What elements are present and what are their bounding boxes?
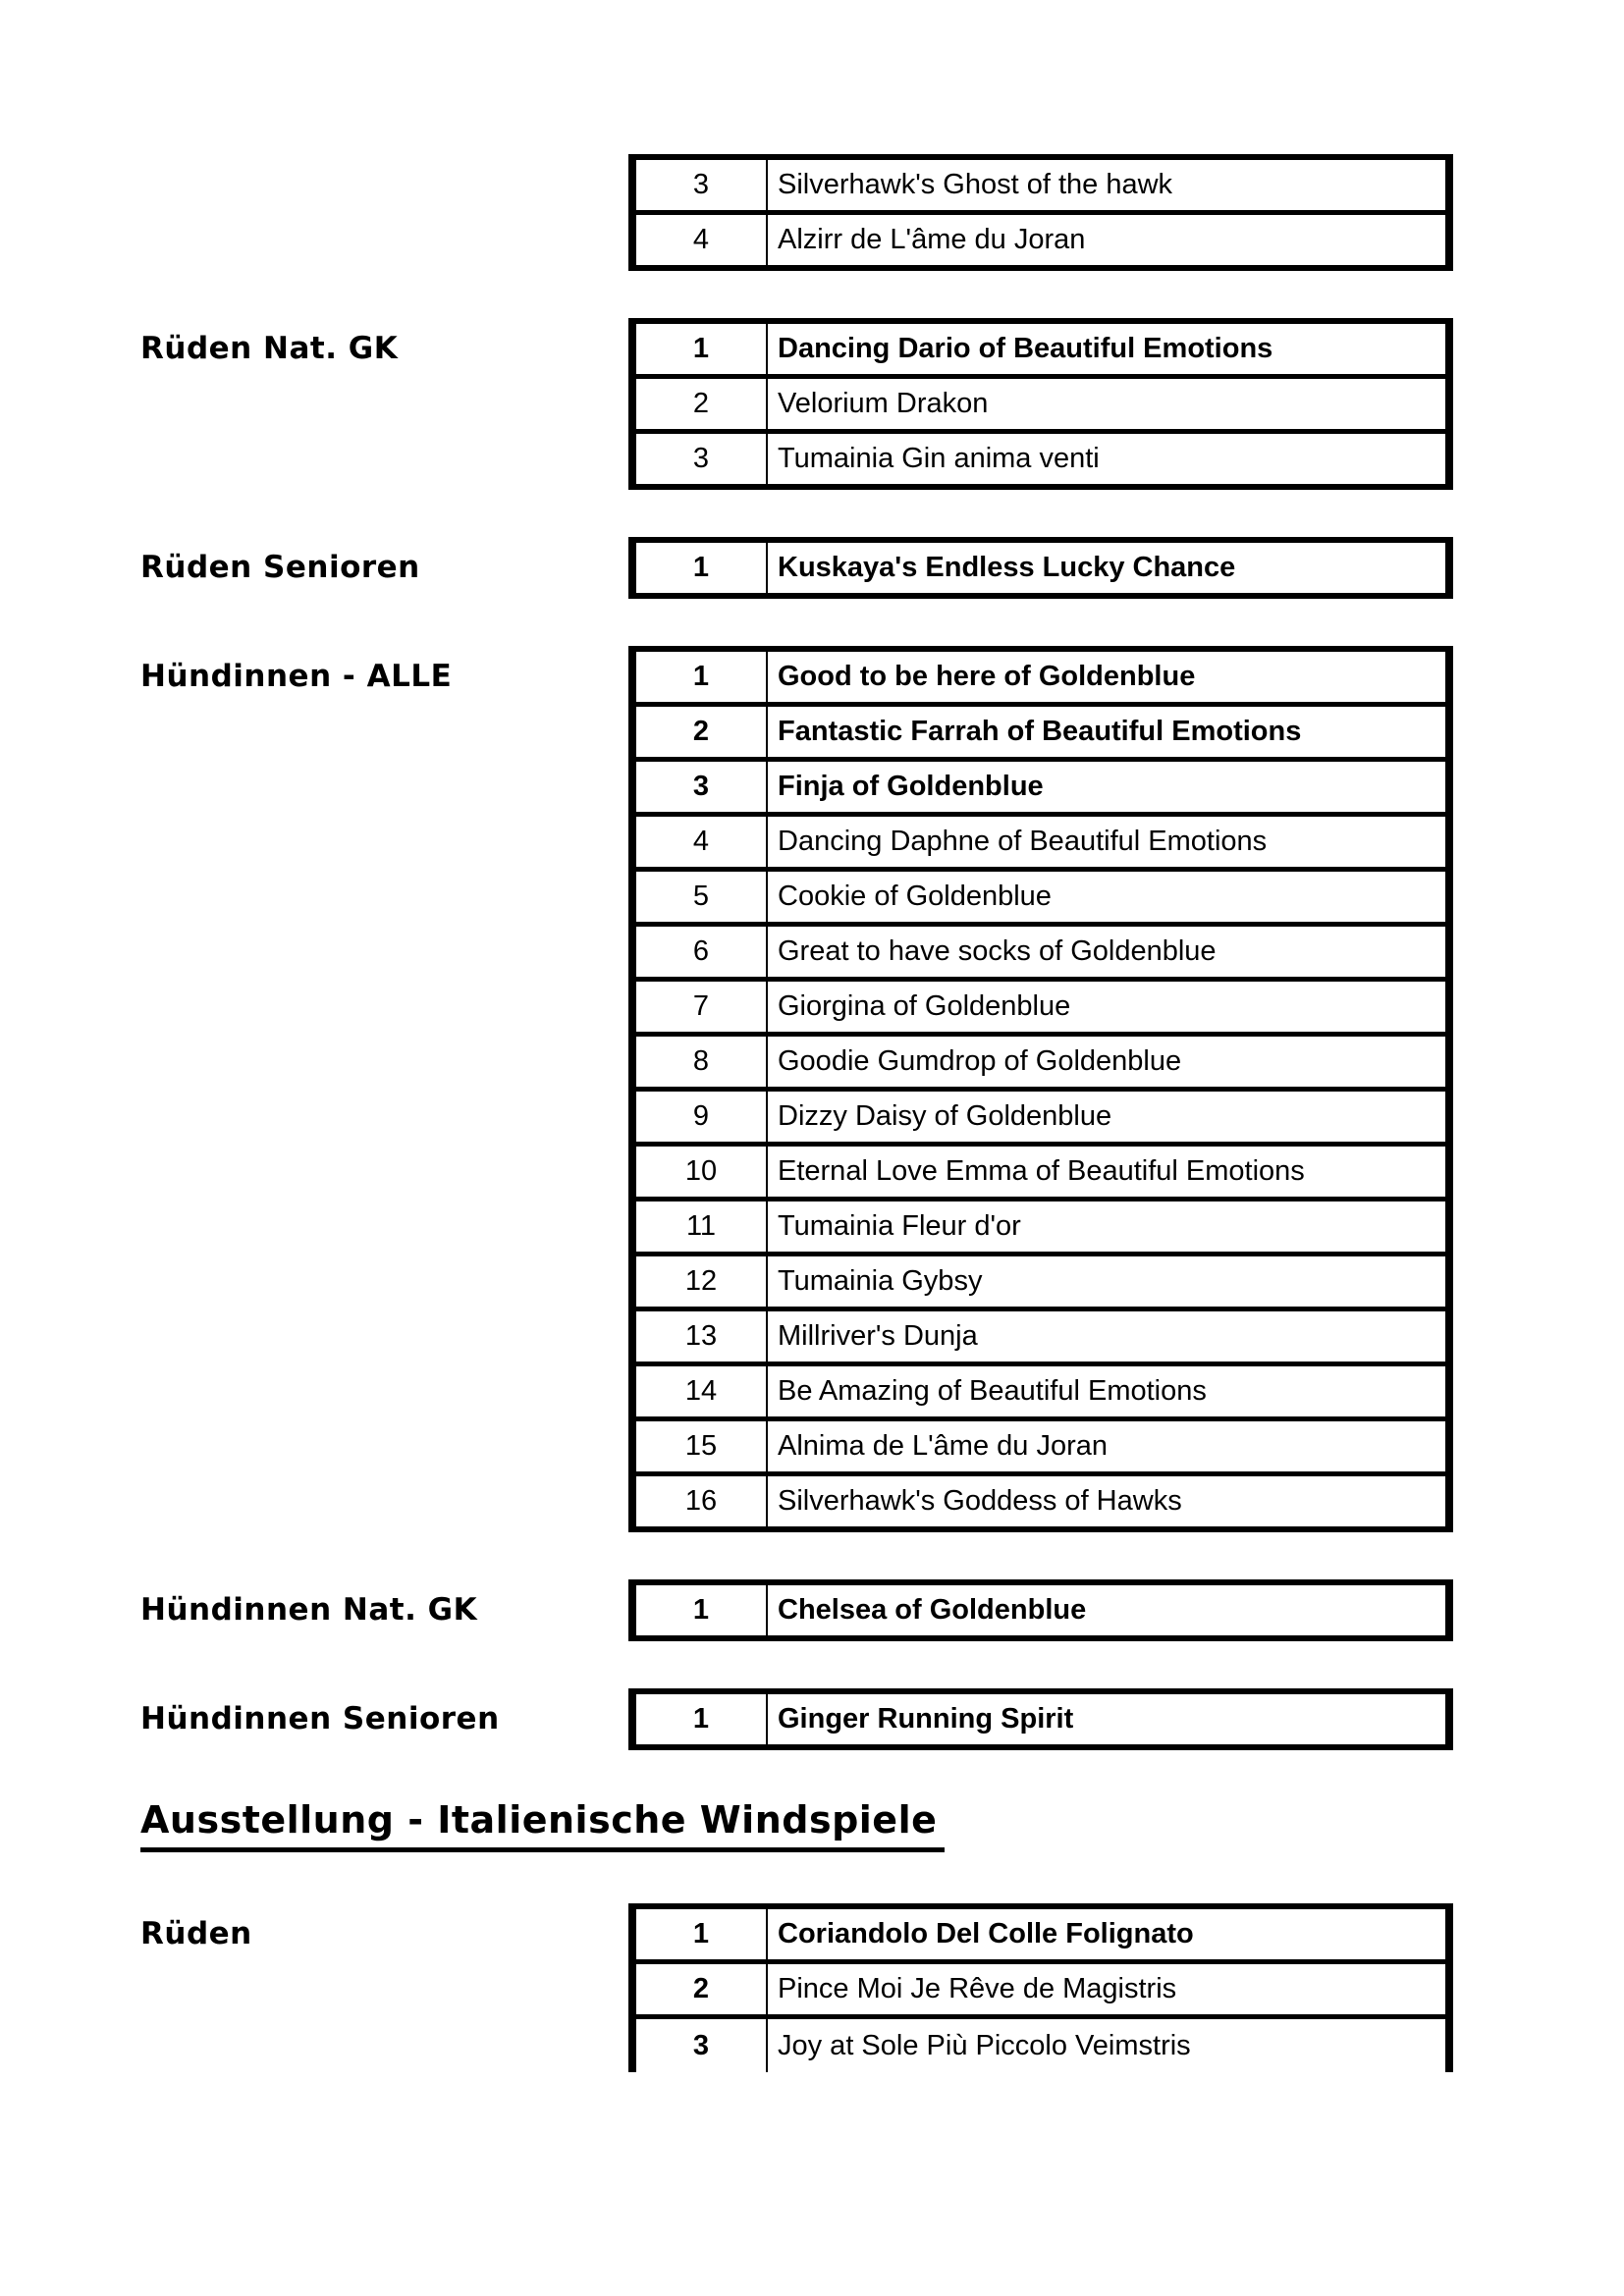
rank-cell: 1: [636, 1585, 768, 1635]
results-section: [140, 646, 1624, 1532]
rank-cell: 4: [636, 817, 768, 867]
rank-cell: 2: [636, 1964, 768, 2014]
class-label: [140, 154, 628, 166]
results-table: [628, 537, 1453, 599]
rank-cell: 2: [636, 707, 768, 757]
class-label: Hündinnen Senioren: [140, 1701, 500, 1736]
dog-name-cell: Alzirr de L'âme du Joran: [778, 224, 1086, 255]
rank-cell: 7: [636, 982, 768, 1032]
table-row: [636, 757, 1445, 812]
table-row: [636, 543, 1445, 593]
table-row: [636, 1909, 1445, 1959]
dog-name-cell: Velorium Drakon: [778, 388, 989, 419]
dog-name-cell: Silverhawk's Goddess of Hawks: [778, 1485, 1182, 1517]
dog-name-cell: Dancing Dario of Beautiful Emotions: [778, 333, 1273, 364]
table-row: [636, 812, 1445, 867]
results-section: [140, 537, 1624, 599]
class-label: Hündinnen Nat. GK: [140, 1592, 478, 1628]
rank-cell: 1: [636, 1909, 768, 1959]
rank-cell: 1: [636, 1694, 768, 1744]
results-table: [628, 154, 1453, 271]
results-section: [140, 1688, 1624, 1750]
results-table: [628, 646, 1453, 1532]
table-row: [636, 1142, 1445, 1197]
dog-name-cell: Ginger Running Spirit: [778, 1703, 1074, 1735]
dog-name-cell: Good to be here of Goldenblue: [778, 661, 1196, 692]
table-row: [636, 1032, 1445, 1087]
dog-name-cell: Joy at Sole Più Piccolo Veimstris: [778, 2029, 1191, 2061]
dog-name-cell: Alnima de L'âme du Joran: [778, 1430, 1109, 1462]
results-section: [140, 318, 1624, 490]
results-table: [628, 318, 1453, 490]
dog-name-cell: Tumainia Fleur d'or: [778, 1210, 1021, 1242]
rank-cell: 3: [636, 434, 768, 484]
dog-name-cell: Coriandolo Del Colle Folignato: [778, 1918, 1194, 1949]
table-row: [636, 1959, 1445, 2014]
table-row: [636, 1694, 1445, 1744]
dog-name-cell: Eternal Love Emma of Beautiful Emotions: [778, 1155, 1305, 1187]
table-row: [636, 210, 1445, 265]
class-label: Rüden: [140, 1916, 252, 1951]
rank-cell: 15: [636, 1421, 768, 1471]
dog-name-cell: Kuskaya's Endless Lucky Chance: [778, 552, 1236, 583]
results-table: [628, 1688, 1453, 1750]
table-row: [636, 922, 1445, 977]
table-row: [636, 1197, 1445, 1252]
rank-cell: 5: [636, 872, 768, 922]
rank-cell: 1: [636, 324, 768, 374]
rank-cell: 9: [636, 1092, 768, 1142]
section-heading-block: [140, 1797, 1624, 1852]
results-table: [628, 1903, 1453, 2072]
table-row: [636, 1416, 1445, 1471]
class-label: Hündinnen - ALLE: [140, 659, 453, 694]
rank-cell: 12: [636, 1256, 768, 1307]
rank-cell: 3: [636, 762, 768, 812]
table-row: [636, 1362, 1445, 1416]
table-row: [636, 1307, 1445, 1362]
dog-name-cell: Silverhawk's Ghost of the hawk: [778, 169, 1173, 200]
table-row: [636, 2014, 1445, 2072]
dog-name-cell: Cookie of Goldenblue: [778, 881, 1052, 912]
rank-cell: 8: [636, 1037, 768, 1087]
table-row: [636, 1087, 1445, 1142]
dog-name-cell: Tumainia Gybsy: [778, 1265, 983, 1297]
class-label: Rüden Senioren: [140, 550, 420, 585]
table-row: [636, 867, 1445, 922]
dog-name-cell: Dancing Daphne of Beautiful Emotions: [778, 826, 1268, 857]
table-row: [636, 324, 1445, 374]
rank-cell: 4: [636, 215, 768, 265]
dog-name-cell: Tumainia Gin anima venti: [778, 443, 1100, 474]
dog-name-cell: Finja of Goldenblue: [778, 771, 1044, 802]
rank-cell: 2: [636, 379, 768, 429]
table-row: [636, 160, 1445, 210]
dog-name-cell: Giorgina of Goldenblue: [778, 990, 1071, 1022]
results-section: [140, 154, 1624, 271]
rank-cell: 16: [636, 1476, 768, 1526]
dog-name-cell: Be Amazing of Beautiful Emotions: [778, 1375, 1207, 1407]
section-heading: Ausstellung - Italienische Windspiele: [140, 1797, 945, 1852]
table-row: [636, 1471, 1445, 1526]
rank-cell: 3: [636, 2019, 768, 2072]
dog-name-cell: Pince Moi Je Rêve de Magistris: [778, 1973, 1177, 2004]
table-row: [636, 977, 1445, 1032]
table-row: [636, 702, 1445, 757]
results-section: [140, 1579, 1624, 1641]
results-section: [140, 1903, 1624, 2072]
table-row: [636, 1252, 1445, 1307]
table-row: [636, 652, 1445, 702]
dog-name-cell: Fantastic Farrah of Beautiful Emotions: [778, 716, 1302, 747]
rank-cell: 11: [636, 1201, 768, 1252]
table-row: [636, 429, 1445, 484]
dog-name-cell: Goodie Gumdrop of Goldenblue: [778, 1045, 1182, 1077]
dog-name-cell: Great to have socks of Goldenblue: [778, 935, 1217, 967]
rank-cell: 3: [636, 160, 768, 210]
class-label: Rüden Nat. GK: [140, 331, 399, 366]
dog-name-cell: Chelsea of Goldenblue: [778, 1594, 1087, 1626]
rank-cell: 1: [636, 543, 768, 593]
dog-name-cell: Dizzy Daisy of Goldenblue: [778, 1100, 1112, 1132]
table-row: [636, 374, 1445, 429]
table-row: [636, 1585, 1445, 1635]
rank-cell: 10: [636, 1147, 768, 1197]
rank-cell: 6: [636, 927, 768, 977]
dog-name-cell: Millriver's Dunja: [778, 1320, 978, 1352]
rank-cell: 14: [636, 1366, 768, 1416]
rank-cell: 13: [636, 1311, 768, 1362]
rank-cell: 1: [636, 652, 768, 702]
results-table: [628, 1579, 1453, 1641]
